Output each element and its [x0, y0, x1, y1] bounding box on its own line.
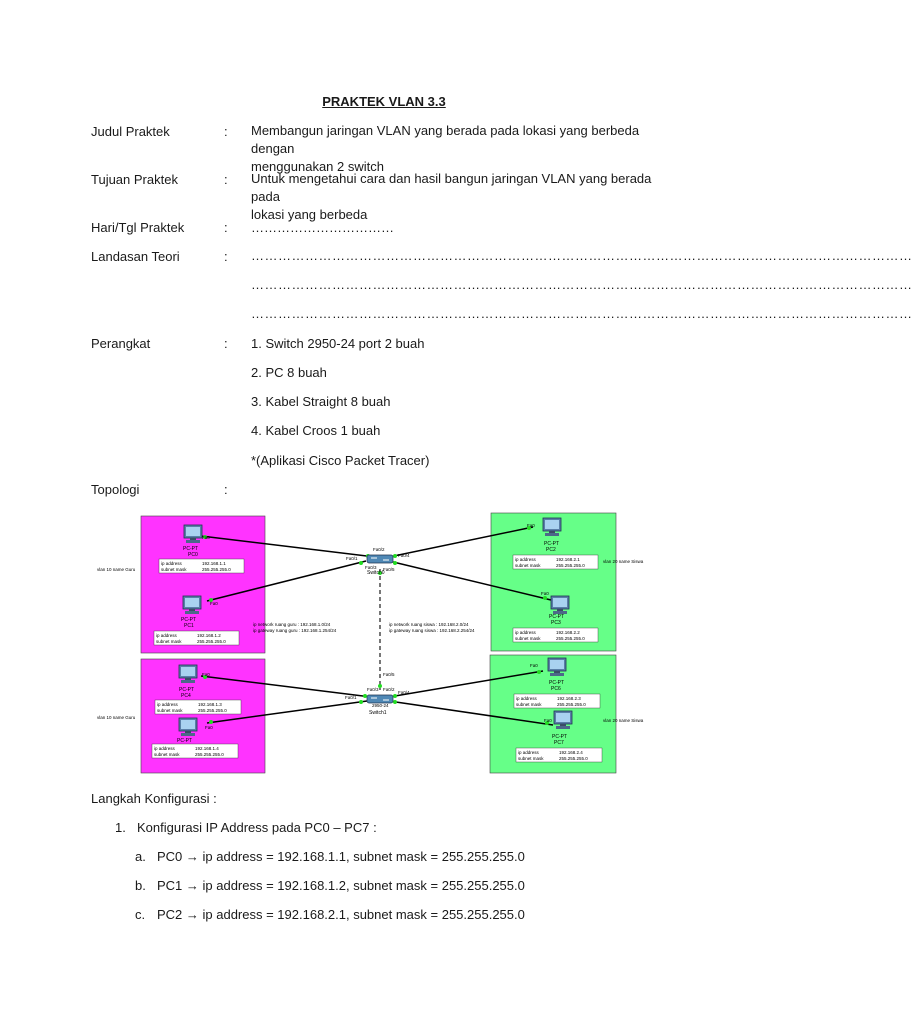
switch0-port-3: Fa0/3: [365, 565, 377, 570]
tujuan-line1: Untuk mengetahui cara dan hasil bangun jaringan VLAN yang berada pada: [251, 171, 652, 204]
pc4-port: Fa0: [202, 672, 210, 677]
pc6-port: Fa0: [530, 663, 538, 668]
substep-b-text: PC1 → ip address = 192.168.1.2, subnet mask = 255.255.255.0: [157, 878, 525, 893]
hari-colon: :: [224, 220, 228, 235]
pc6-mask: 255.255.255.0: [557, 702, 586, 707]
switch0-port-4: Fa0/4: [398, 553, 410, 558]
topologi-label: Topologi: [91, 482, 140, 497]
pc6-mask-label: subnet mask: [516, 702, 542, 707]
pc1-mask: 255.255.255.0: [197, 639, 226, 644]
tujuan-line2: lokasi yang berbeda: [251, 207, 368, 222]
pc2-mask: 255.255.255.0: [556, 563, 585, 568]
gw-guru: ip gateway ruang guru : 192.168.1.254/24: [253, 628, 337, 633]
landasan-dots-2: …………………………………………………………………………………………………………………………………: [251, 277, 913, 292]
pc5-ip-label: ip address: [154, 746, 175, 751]
pc3-mask: 255.255.255.0: [556, 636, 585, 641]
vlan10-label-bottom: vlan 10 name Guru: [97, 715, 136, 720]
tujuan-colon: :: [224, 172, 228, 187]
pc5-icon[interactable]: [179, 718, 197, 736]
pc4-ip-label: ip address: [157, 702, 178, 707]
pc5-ip: 192.168.1.4: [195, 746, 219, 751]
pc7-port: Fa0: [544, 718, 552, 723]
switch1-model: 2950-24: [372, 703, 389, 708]
gw-siswa: ip gateway ruang siswa : 192.168.2.254/24: [389, 628, 475, 633]
pc4-name: PC4: [181, 693, 191, 699]
pc1-type: PC-PT: [181, 617, 196, 623]
pc0-mask: 255.255.255.0: [202, 567, 231, 572]
pc3-ip: 192.168.2.2: [556, 630, 580, 635]
switch0-icon[interactable]: [367, 555, 393, 563]
pc1-mask-label: subnet mask: [156, 639, 182, 644]
pc7-mask: 255.255.255.0: [559, 756, 588, 761]
topologi-colon: :: [224, 482, 228, 497]
pc4-ip: 192.168.1.3: [198, 702, 222, 707]
substep-c-text: PC2 → ip address = 192.168.2.1, subnet mask = 255.255.255.0: [157, 907, 525, 922]
switch1-icon[interactable]: [367, 695, 393, 703]
net-siswa: ip network ruang siswa : 192.168.2.0/24: [389, 622, 469, 627]
substep-a-text: PC0 → ip address = 192.168.1.1, subnet mask = 255.255.255.0: [157, 849, 525, 864]
tujuan-value: [251, 170, 681, 224]
pc6-name: PC6: [551, 686, 561, 692]
landasan-label: Landasan Teori: [91, 249, 180, 264]
pc0-icon[interactable]: [184, 525, 202, 543]
pc6-ip: 192.168.2.3: [557, 696, 581, 701]
step-1-text: Konfigurasi IP Address pada PC0 – PC7 :: [137, 820, 377, 835]
landasan-colon: :: [224, 249, 228, 264]
pc0-ip-label: ip address: [161, 561, 182, 566]
pc3-name: PC3: [551, 620, 561, 626]
vlan20-label-bottom: vlan 20 name Siswa: [603, 718, 644, 723]
switch1-port-5: Fa0/5: [383, 672, 395, 677]
switch1-port-1: Fa0/1: [345, 695, 357, 700]
net-guru: ip network ruang guru : 192.168.1.0/24: [253, 622, 331, 627]
pc6-icon[interactable]: [548, 658, 566, 676]
pc2-ip-label: ip address: [515, 557, 536, 562]
pc6-type: PC-PT: [549, 680, 564, 686]
pc7-ip: 192.168.2.4: [559, 750, 583, 755]
pc2-icon[interactable]: [543, 518, 561, 536]
pc6-ip-label: ip address: [516, 696, 537, 701]
pc3-port: Fa0: [541, 591, 549, 596]
pc2-type: PC-PT: [544, 541, 559, 547]
pc2-name: PC2: [546, 547, 556, 553]
page-title: PRAKTEK VLAN 3.3: [322, 94, 446, 109]
perangkat-colon: :: [224, 336, 228, 351]
pc7-ip-label: ip address: [518, 750, 539, 755]
perangkat-item-5: *(Aplikasi Cisco Packet Tracer): [251, 453, 430, 468]
topology-diagram: [97, 513, 644, 777]
perangkat-label: Perangkat: [91, 336, 151, 351]
pc3-icon[interactable]: [551, 596, 569, 614]
judul-colon: :: [224, 124, 228, 139]
landasan-dots-3: …………………………………………………………………………………………………………………………………: [251, 306, 913, 321]
switch0-name: Switch0: [367, 570, 385, 576]
pc3-ip-label: ip address: [515, 630, 536, 635]
pc3-type: PC-PT: [549, 614, 564, 620]
pc5-mask-label: subnet mask: [154, 752, 180, 757]
perangkat-item-2: 2. PC 8 buah: [251, 365, 327, 380]
pc7-name: PC7: [554, 740, 564, 746]
substep-b-letter: b.: [135, 878, 146, 893]
tujuan-label: Tujuan Praktek: [91, 172, 178, 187]
switch1-port-2: Fa0/2: [383, 687, 395, 692]
pc7-icon[interactable]: [554, 711, 572, 729]
judul-line1: Membangun jaringan VLAN yang berada pada lokasi yang berbeda dengan: [251, 123, 640, 156]
perangkat-item-3: 3. Kabel Straight 8 buah: [251, 394, 391, 409]
pc1-ip: 192.168.1.2: [197, 633, 221, 638]
pc2-mask-label: subnet mask: [515, 563, 541, 568]
pc0-port: Fa0: [202, 535, 210, 540]
pc4-type: PC-PT: [179, 687, 194, 693]
pc7-mask-label: subnet mask: [518, 756, 544, 761]
pc2-port: Fa0: [527, 523, 535, 528]
step-1-number: 1.: [115, 820, 126, 835]
pc0-type: PC-PT: [183, 546, 198, 552]
substep-a-letter: a.: [135, 849, 146, 864]
perangkat-item-4: 4. Kabel Croos 1 buah: [251, 423, 381, 438]
pc0-ip: 192.168.1.1: [202, 561, 226, 566]
perangkat-item-1: 1. Switch 2950-24 port 2 buah: [251, 336, 425, 351]
pc4-mask: 255.255.255.0: [198, 708, 227, 713]
pc1-name: PC1: [184, 623, 194, 629]
pc0-mask-label: subnet mask: [161, 567, 187, 572]
vlan20-label-top: vlan 20 name Siswa: [603, 559, 644, 564]
pc5-port: Fa0: [205, 725, 213, 730]
judul-label: Judul Praktek: [91, 124, 170, 139]
judul-value: [251, 122, 681, 176]
substep-c-letter: c.: [135, 907, 146, 922]
switch0-port-2: Fa0/2: [373, 547, 385, 552]
pc7-type: PC-PT: [552, 734, 567, 740]
pc5-mask: 255.255.255.0: [195, 752, 224, 757]
switch0-port-5: Fa0/5: [383, 567, 395, 572]
pc5-type: PC-PT: [177, 738, 192, 744]
switch0-port-1: Fa0/1: [346, 556, 358, 561]
vlan10-label-top: vlan 10 name Guru: [97, 567, 136, 572]
pc4-icon[interactable]: [179, 665, 197, 683]
judul-line2: menggunakan 2 switch: [251, 159, 384, 174]
steps-title: Langkah Konfigurasi :: [91, 791, 217, 806]
switch1-name: Switch1: [369, 710, 387, 716]
hari-label: Hari/Tgl Praktek: [91, 220, 185, 235]
pc2-ip: 192.168.2.1: [556, 557, 580, 562]
switch1-port-4: Fa0/4: [398, 690, 410, 695]
hari-value: ……………………………: [251, 220, 394, 235]
pc3-mask-label: subnet mask: [515, 636, 541, 641]
pc1-port: Fa0: [210, 601, 218, 606]
pc1-ip-label: ip address: [156, 633, 177, 638]
pc0-name: PC0: [188, 552, 198, 558]
pc4-mask-label: subnet mask: [157, 708, 183, 713]
pc1-icon[interactable]: [183, 596, 201, 614]
switch1-port-3: Fa0/3: [367, 687, 379, 692]
landasan-dots-1: …………………………………………………………………………………………………………………………………: [251, 248, 913, 263]
